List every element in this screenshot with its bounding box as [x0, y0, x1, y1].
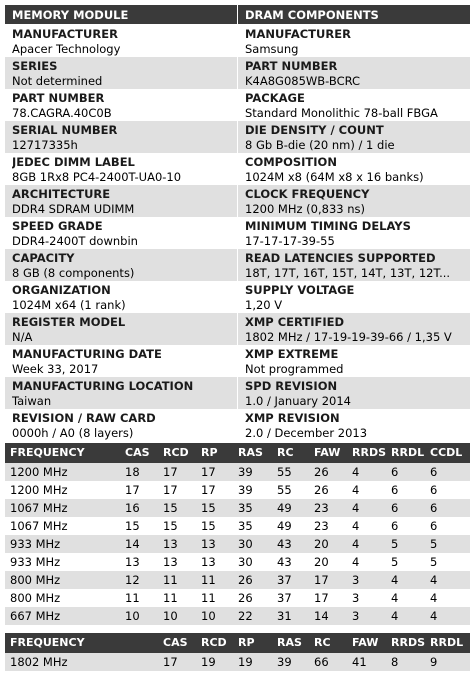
table-cell-rc: 37	[272, 589, 309, 607]
table-cell-frequency: 1067 MHz	[5, 499, 120, 517]
field-label: CAPACITY	[12, 251, 75, 265]
column-header-cas: CAS	[120, 443, 158, 463]
table-cell-rc: 55	[272, 463, 309, 481]
column-header-frequency: FREQUENCY	[5, 443, 120, 463]
table-cell-ras: 30	[233, 553, 272, 571]
table-cell-rp: 11	[196, 571, 233, 589]
table-cell-cas: 13	[120, 553, 158, 571]
field-value: 1200 MHz (0,833 ns)	[245, 202, 366, 216]
field-label: DIE DENSITY / COUNT	[245, 123, 384, 137]
field-label: SERIES	[12, 59, 58, 73]
table-cell-rcd: 19	[196, 653, 233, 671]
module-field-part-number	[5, 89, 237, 121]
table-cell-faw: 20	[309, 553, 347, 571]
column-header-rcd: RCD	[158, 443, 196, 463]
field-label: MANUFACTURING LOCATION	[12, 379, 194, 393]
field-label: XMP EXTREME	[245, 347, 339, 361]
table-cell-rcd: 11	[158, 571, 196, 589]
table-cell-rrds: 4	[347, 553, 386, 571]
field-value: Standard Monolithic 78-ball FBGA	[245, 106, 438, 120]
dram-field-spd-revision	[238, 377, 470, 409]
table-cell-rrdl: 9	[425, 653, 470, 671]
module-field-manufacturer	[5, 25, 237, 57]
dram-field-manufacturer	[238, 25, 470, 57]
field-label: ORGANIZATION	[12, 283, 111, 297]
table-cell-ccdl: 5	[425, 553, 470, 571]
field-value: 1.0 / January 2014	[245, 394, 351, 408]
memory-module-column	[5, 5, 237, 441]
field-label: REGISTER MODEL	[12, 315, 126, 329]
table-cell-ras: 22	[233, 607, 272, 625]
table-cell-rcd: 17	[158, 481, 196, 499]
table-cell-rp: 17	[196, 463, 233, 481]
field-label: XMP REVISION	[245, 411, 340, 425]
table-cell-ras: 39	[233, 481, 272, 499]
table-cell-rrds: 3	[347, 607, 386, 625]
table-cell-cas: 10	[120, 607, 158, 625]
module-field-organization	[5, 281, 237, 313]
field-label: MANUFACTURER	[245, 27, 351, 41]
column-header-rc: RC	[309, 633, 347, 653]
table-cell-ccdl: 6	[425, 481, 470, 499]
column-header-ras: RAS	[272, 633, 309, 653]
field-label: PART NUMBER	[12, 91, 105, 105]
field-label: READ LATENCIES SUPPORTED	[245, 251, 436, 265]
module-field-architecture	[5, 185, 237, 217]
xmp-timings-table	[5, 633, 470, 671]
field-value: 8GB 1Rx8 PC4-2400T-UA0-10	[12, 170, 182, 184]
table-cell-cas: 12	[120, 571, 158, 589]
table-cell-rrds: 3	[347, 589, 386, 607]
table-cell-faw: 41	[347, 653, 386, 671]
column-header-frequency: FREQUENCY	[5, 633, 158, 653]
table-cell-rp: 10	[196, 607, 233, 625]
dram-field-minimum-timing-delays	[238, 217, 470, 249]
table-cell-rrds: 4	[347, 463, 386, 481]
table-cell-frequency: 1200 MHz	[5, 463, 120, 481]
xmp-header-row	[5, 633, 470, 653]
field-value: Not determined	[12, 74, 103, 88]
field-value: 1802 MHz / 17-19-19-39-66 / 1,35 V	[245, 330, 452, 344]
field-value: 18T, 17T, 16T, 15T, 14T, 13T, 12T...	[245, 266, 451, 280]
table-cell-frequency: 1067 MHz	[5, 517, 120, 535]
table-row	[5, 517, 470, 535]
table-cell-cas: 11	[120, 589, 158, 607]
dram-field-xmp-revision	[238, 409, 470, 441]
table-cell-rcd: 11	[158, 589, 196, 607]
table-cell-cas: 18	[120, 463, 158, 481]
table-cell-frequency: 933 MHz	[5, 553, 120, 571]
field-label: XMP CERTIFIED	[245, 315, 345, 329]
dram-field-package	[238, 89, 470, 121]
table-cell-faw: 23	[309, 499, 347, 517]
table-cell-rp: 13	[196, 553, 233, 571]
table-cell-rrds: 4	[347, 517, 386, 535]
module-field-manufacturing-location	[5, 377, 237, 409]
column-header-rrds: RRDS	[347, 443, 386, 463]
field-value: Apacer Technology	[12, 42, 121, 56]
table-cell-ras: 39	[272, 653, 309, 671]
table-row	[5, 553, 470, 571]
field-label: ARCHITECTURE	[12, 187, 111, 201]
table-cell-rrdl: 4	[386, 571, 425, 589]
info-columns	[5, 5, 470, 441]
table-cell-faw: 17	[309, 571, 347, 589]
table-cell-cas: 16	[120, 499, 158, 517]
field-label: SPEED GRADE	[12, 219, 103, 233]
table-cell-rrdl: 6	[386, 517, 425, 535]
table-cell-rcd: 15	[158, 517, 196, 535]
field-label: COMPOSITION	[245, 155, 337, 169]
module-field-series	[5, 57, 237, 89]
table-cell-rc: 49	[272, 499, 309, 517]
table-cell-ras: 26	[233, 571, 272, 589]
table-cell-rp: 17	[196, 481, 233, 499]
column-header-rrdl: RRDL	[425, 633, 470, 653]
field-value: 1,20 V	[245, 298, 283, 312]
table-cell-rrdl: 5	[386, 553, 425, 571]
jedec-timings-table	[5, 443, 470, 625]
table-cell-ras: 30	[233, 535, 272, 553]
field-value: 8 Gb B-die (20 nm) / 1 die	[245, 138, 395, 152]
table-cell-frequency: 933 MHz	[5, 535, 120, 553]
table-cell-rc: 31	[272, 607, 309, 625]
table-row	[5, 535, 470, 553]
dram-field-composition	[238, 153, 470, 185]
field-value: 1024M x64 (1 rank)	[12, 298, 126, 312]
table-cell-ras: 35	[233, 499, 272, 517]
table-cell-ccdl: 6	[425, 499, 470, 517]
field-value: Week 33, 2017	[12, 362, 99, 376]
table-row	[5, 481, 470, 499]
table-cell-rp: 19	[233, 653, 272, 671]
table-cell-ccdl: 5	[425, 535, 470, 553]
table-cell-ccdl: 4	[425, 589, 470, 607]
table-cell-faw: 23	[309, 517, 347, 535]
field-value: K4A8G085WB-BCRC	[245, 74, 361, 88]
table-cell-rrdl: 5	[386, 535, 425, 553]
table-cell-cas: 17	[158, 653, 196, 671]
column-header-faw: FAW	[309, 443, 347, 463]
jedec-header-row	[5, 443, 470, 463]
table-cell-rrds: 4	[347, 535, 386, 553]
field-label: JEDEC DIMM LABEL	[12, 155, 135, 169]
table-cell-frequency: 800 MHz	[5, 571, 120, 589]
table-cell-rrds: 4	[347, 481, 386, 499]
module-field-manufacturing-date	[5, 345, 237, 377]
module-field-speed-grade	[5, 217, 237, 249]
dram-field-xmp-certified	[238, 313, 470, 345]
field-label: SPD REVISION	[245, 379, 338, 393]
field-label: SUPPLY VOLTAGE	[245, 283, 355, 297]
column-header-rrds: RRDS	[386, 633, 425, 653]
field-value: 1024M x8 (64M x8 x 16 banks)	[245, 170, 424, 184]
column-header-ccdl: CCDL	[425, 443, 470, 463]
table-cell-faw: 14	[309, 607, 347, 625]
table-cell-frequency: 1802 MHz	[5, 653, 158, 671]
table-cell-cas: 15	[120, 517, 158, 535]
dram-field-xmp-extreme	[238, 345, 470, 377]
module-field-capacity	[5, 249, 237, 281]
table-row	[5, 463, 470, 481]
table-cell-rrdl: 6	[386, 481, 425, 499]
field-value: 0000h / A0 (8 layers)	[12, 426, 134, 440]
field-value: Taiwan	[12, 394, 52, 408]
table-cell-faw: 17	[309, 589, 347, 607]
column-header-faw: FAW	[347, 633, 386, 653]
table-cell-rrdl: 4	[386, 589, 425, 607]
table-cell-ccdl: 4	[425, 607, 470, 625]
table-cell-rc: 66	[309, 653, 347, 671]
table-cell-rp: 15	[196, 517, 233, 535]
table-cell-ccdl: 6	[425, 517, 470, 535]
module-field-register-model	[5, 313, 237, 345]
column-header-rcd: RCD	[196, 633, 233, 653]
table-cell-frequency: 1200 MHz	[5, 481, 120, 499]
field-value: 78.CAGRA.40C0B	[12, 106, 112, 120]
field-value: Not programmed	[245, 362, 344, 376]
table-row	[5, 653, 470, 671]
field-label: PART NUMBER	[245, 59, 338, 73]
column-header-rp: RP	[233, 633, 272, 653]
column-header-cas: CAS	[158, 633, 196, 653]
table-cell-rp: 15	[196, 499, 233, 517]
field-value: DDR4 SDRAM UDIMM	[12, 202, 135, 216]
table-cell-frequency: 800 MHz	[5, 589, 120, 607]
table-cell-faw: 20	[309, 535, 347, 553]
table-row	[5, 589, 470, 607]
field-value: N/A	[12, 330, 33, 344]
dram-components-header: DRAM COMPONENTS	[238, 5, 470, 25]
table-row	[5, 499, 470, 517]
table-cell-rrdl: 6	[386, 499, 425, 517]
table-cell-rrds: 8	[386, 653, 425, 671]
memory-module-header: MEMORY MODULE	[5, 5, 237, 25]
dram-field-part-number	[238, 57, 470, 89]
field-value: 17-17-17-39-55	[245, 234, 335, 248]
field-value: 12717335h	[12, 138, 78, 152]
column-header-rc: RC	[272, 443, 309, 463]
table-row	[5, 571, 470, 589]
table-cell-rrds: 4	[347, 499, 386, 517]
table-cell-ras: 39	[233, 463, 272, 481]
table-cell-rcd: 15	[158, 499, 196, 517]
dram-components-column	[238, 5, 470, 441]
table-cell-rcd: 13	[158, 553, 196, 571]
module-field-revision-raw-card	[5, 409, 237, 441]
spd-report	[5, 5, 470, 671]
dram-field-clock-frequency	[238, 185, 470, 217]
table-cell-ccdl: 4	[425, 571, 470, 589]
field-label: MANUFACTURING DATE	[12, 347, 162, 361]
table-cell-rcd: 10	[158, 607, 196, 625]
table-cell-ccdl: 6	[425, 463, 470, 481]
field-value: 2.0 / December 2013	[245, 426, 368, 440]
column-header-ras: RAS	[233, 443, 272, 463]
column-header-rrdl: RRDL	[386, 443, 425, 463]
table-cell-ras: 35	[233, 517, 272, 535]
table-cell-rrdl: 4	[386, 607, 425, 625]
table-cell-cas: 14	[120, 535, 158, 553]
table-cell-frequency: 667 MHz	[5, 607, 120, 625]
field-value: 8 GB (8 components)	[12, 266, 135, 280]
table-cell-cas: 17	[120, 481, 158, 499]
module-field-serial-number	[5, 121, 237, 153]
table-cell-ras: 26	[233, 589, 272, 607]
table-cell-rc: 43	[272, 553, 309, 571]
field-label: SERIAL NUMBER	[12, 123, 118, 137]
module-field-jedec-dimm-label	[5, 153, 237, 185]
table-cell-rc: 43	[272, 535, 309, 553]
table-cell-rrds: 3	[347, 571, 386, 589]
table-row	[5, 607, 470, 625]
table-cell-rcd: 13	[158, 535, 196, 553]
field-label: MINIMUM TIMING DELAYS	[245, 219, 411, 233]
column-header-rp: RP	[196, 443, 233, 463]
table-cell-rp: 13	[196, 535, 233, 553]
field-label: CLOCK FREQUENCY	[245, 187, 370, 201]
table-cell-rc: 49	[272, 517, 309, 535]
table-cell-rcd: 17	[158, 463, 196, 481]
field-label: MANUFACTURER	[12, 27, 118, 41]
field-value: Samsung	[245, 42, 299, 56]
dram-field-read-latencies-supported	[238, 249, 470, 281]
table-cell-rc: 37	[272, 571, 309, 589]
table-cell-rc: 55	[272, 481, 309, 499]
table-cell-faw: 26	[309, 463, 347, 481]
table-cell-rrdl: 6	[386, 463, 425, 481]
table-cell-rp: 11	[196, 589, 233, 607]
table-cell-faw: 26	[309, 481, 347, 499]
field-value: DDR4-2400T downbin	[12, 234, 138, 248]
field-label: REVISION / RAW CARD	[12, 411, 156, 425]
dram-field-die-density-count	[238, 121, 470, 153]
field-label: PACKAGE	[245, 91, 305, 105]
dram-field-supply-voltage	[238, 281, 470, 313]
